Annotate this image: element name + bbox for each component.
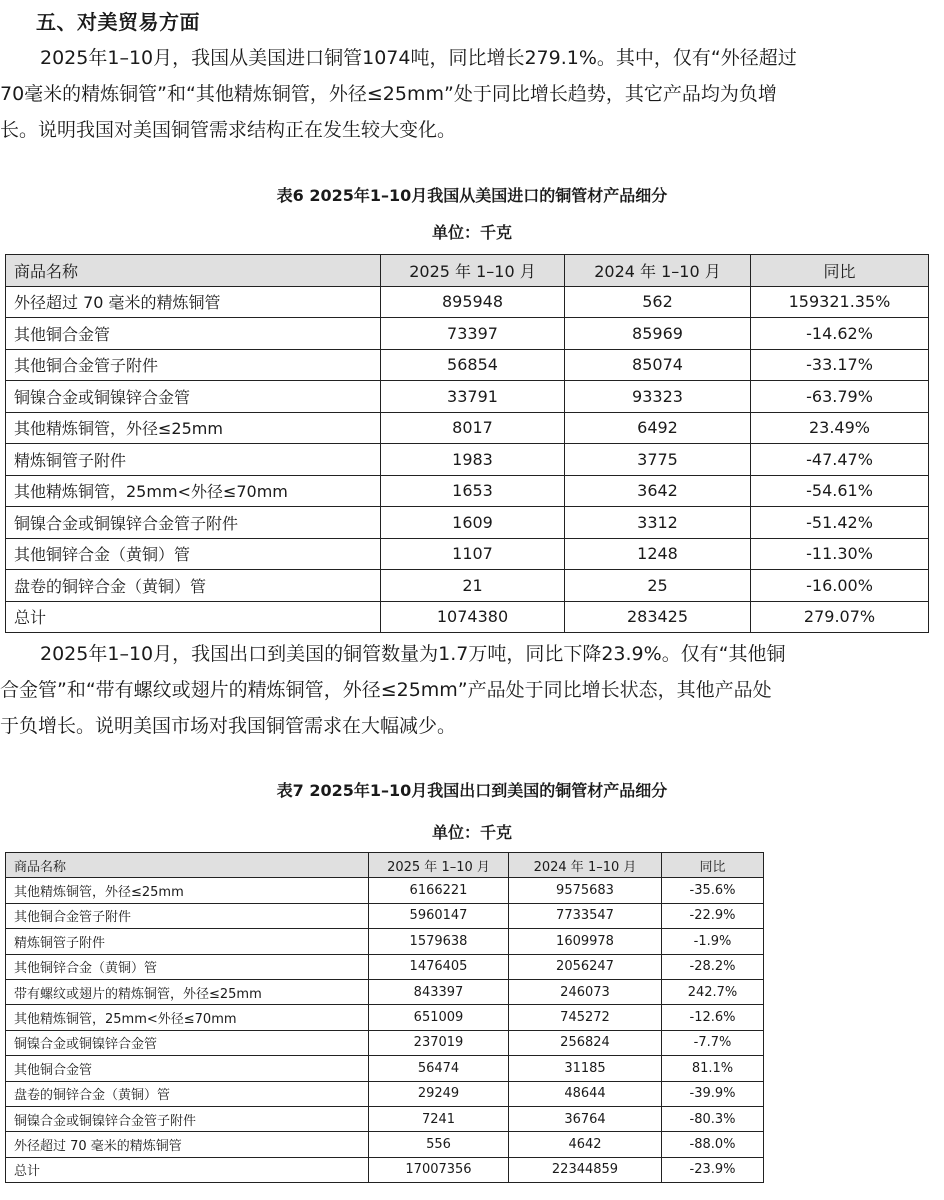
product-name-cell: 精炼铜管子附件 — [6, 929, 369, 954]
import-paragraph — [0, 40, 940, 148]
value-cell: 556 — [369, 1132, 509, 1157]
value-cell: -16.00% — [751, 570, 929, 602]
product-name-cell: 盘卷的铜锌合金（黄铜）管 — [6, 1081, 369, 1106]
value-cell: 1653 — [381, 475, 565, 507]
value-cell: 36764 — [509, 1106, 662, 1131]
product-name-cell: 其他精炼铜管，25mm<外径≤70mm — [6, 1005, 369, 1030]
table-row — [6, 444, 929, 476]
table-row — [6, 1157, 764, 1182]
table-row — [6, 318, 929, 350]
value-cell: 56854 — [381, 349, 565, 381]
product-name-cell: 盘卷的铜锌合金（黄铜）管 — [6, 570, 381, 602]
table-row — [6, 1030, 764, 1055]
product-name-cell: 铜镍合金或铜镍锌合金管 — [6, 381, 381, 413]
table7-export-breakdown — [5, 852, 764, 1183]
paragraph-line: 2025年1–10月，我国出口到美国的铜管数量为1.7万吨，同比下降23.9%。仅有“其他铜 — [40, 643, 786, 665]
value-cell: 237019 — [369, 1030, 509, 1055]
table-row — [6, 349, 929, 381]
product-name-cell: 精炼铜管子附件 — [6, 444, 381, 476]
column-header: 2025 年 1–10 月 — [369, 853, 509, 878]
value-cell: 33791 — [381, 381, 565, 413]
value-cell: 73397 — [381, 318, 565, 350]
product-name-cell: 铜镍合金或铜镍锌合金管子附件 — [6, 507, 381, 539]
paragraph-line: 70毫米的精炼铜管”和“其他精炼铜管，外径≤25mm”处于同比增长趋势，其它产品均为负增 — [0, 83, 777, 105]
value-cell: 3775 — [565, 444, 751, 476]
value-cell: -23.9% — [662, 1157, 764, 1182]
product-name-cell: 其他精炼铜管，25mm<外径≤70mm — [6, 475, 381, 507]
value-cell: 23.49% — [751, 412, 929, 444]
table6-body — [6, 255, 929, 633]
table-row — [6, 979, 764, 1004]
value-cell: 25 — [565, 570, 751, 602]
value-cell: 895948 — [381, 286, 565, 318]
column-header: 商品名称 — [6, 255, 381, 287]
value-cell: 256824 — [509, 1030, 662, 1055]
value-cell: 242.7% — [662, 979, 764, 1004]
value-cell: 843397 — [369, 979, 509, 1004]
product-name-cell: 总计 — [6, 1157, 369, 1182]
table-row — [6, 1106, 764, 1131]
value-cell: 283425 — [565, 601, 751, 633]
table-row — [6, 412, 929, 444]
product-name-cell: 外径超过 70 毫米的精炼铜管 — [6, 286, 381, 318]
table-row — [6, 929, 764, 954]
value-cell: 93323 — [565, 381, 751, 413]
value-cell: -88.0% — [662, 1132, 764, 1157]
value-cell: 6492 — [565, 412, 751, 444]
value-cell: 81.1% — [662, 1056, 764, 1081]
table7-unit: 单位：千克 — [431, 823, 512, 842]
value-cell: 1107 — [381, 538, 565, 570]
column-header: 2024 年 1–10 月 — [509, 853, 662, 878]
table-row — [6, 286, 929, 318]
column-header: 同比 — [751, 255, 929, 287]
table-row — [6, 507, 929, 539]
value-cell: 29249 — [369, 1081, 509, 1106]
value-cell: 562 — [565, 286, 751, 318]
table-row — [6, 903, 764, 928]
value-cell: 21 — [381, 570, 565, 602]
product-name-cell: 其他精炼铜管，外径≤25mm — [6, 878, 369, 903]
table-row — [6, 475, 929, 507]
value-cell: -28.2% — [662, 954, 764, 979]
table6-unit: 单位：千克 — [431, 223, 512, 242]
value-cell: 3642 — [565, 475, 751, 507]
column-header: 商品名称 — [6, 853, 369, 878]
value-cell: 7241 — [369, 1106, 509, 1131]
value-cell: 1579638 — [369, 929, 509, 954]
value-cell: -47.47% — [751, 444, 929, 476]
value-cell: 1074380 — [381, 601, 565, 633]
table-row — [6, 878, 764, 903]
export-paragraph — [0, 636, 940, 744]
value-cell: 85074 — [565, 349, 751, 381]
column-header: 2024 年 1–10 月 — [565, 255, 751, 287]
value-cell: 5960147 — [369, 903, 509, 928]
paragraph-line: 合金管”和“带有螺纹或翅片的精炼铜管，外径≤25mm”产品处于同比增长状态，其他产品处 — [0, 679, 772, 701]
value-cell: 56474 — [369, 1056, 509, 1081]
table-row — [6, 1056, 764, 1081]
value-cell: 6166221 — [369, 878, 509, 903]
paragraph-line: 2025年1–10月，我国从美国进口铜管1074吨，同比增长279.1%。其中，仅有“外径超过 — [40, 47, 797, 69]
product-name-cell: 带有螺纹或翅片的精炼铜管，外径≤25mm — [6, 979, 369, 1004]
value-cell: 745272 — [509, 1005, 662, 1030]
table-row — [6, 381, 929, 413]
section-heading: 五、对美贸易方面 — [36, 10, 200, 34]
value-cell: 48644 — [509, 1081, 662, 1106]
value-cell: 651009 — [369, 1005, 509, 1030]
value-cell: 246073 — [509, 979, 662, 1004]
value-cell: -11.30% — [751, 538, 929, 570]
product-name-cell: 外径超过 70 毫米的精炼铜管 — [6, 1132, 369, 1157]
table6-import-breakdown — [5, 254, 929, 633]
value-cell: 7733547 — [509, 903, 662, 928]
value-cell: -12.6% — [662, 1005, 764, 1030]
table-row — [6, 601, 929, 633]
value-cell: 1248 — [565, 538, 751, 570]
table-row — [6, 538, 929, 570]
value-cell: 8017 — [381, 412, 565, 444]
value-cell: -39.9% — [662, 1081, 764, 1106]
table-row — [6, 954, 764, 979]
paragraph-line: 长。说明我国对美国铜管需求结构正在发生较大变化。 — [0, 119, 457, 141]
value-cell: 159321.35% — [751, 286, 929, 318]
value-cell: -7.7% — [662, 1030, 764, 1055]
table-row — [6, 1132, 764, 1157]
value-cell: -51.42% — [751, 507, 929, 539]
table6-caption: 表6 2025年1–10月我国从美国进口的铜管材产品细分 — [276, 186, 668, 205]
value-cell: 1609978 — [509, 929, 662, 954]
table-header-row — [6, 853, 764, 878]
product-name-cell: 其他铜合金管 — [6, 1056, 369, 1081]
column-header: 2025 年 1–10 月 — [381, 255, 565, 287]
table-row — [6, 570, 929, 602]
product-name-cell: 总计 — [6, 601, 381, 633]
value-cell: 9575683 — [509, 878, 662, 903]
table-row — [6, 1081, 764, 1106]
value-cell: 2056247 — [509, 954, 662, 979]
value-cell: -1.9% — [662, 929, 764, 954]
table-row — [6, 1005, 764, 1030]
value-cell: -22.9% — [662, 903, 764, 928]
value-cell: 85969 — [565, 318, 751, 350]
value-cell: 1609 — [381, 507, 565, 539]
value-cell: -33.17% — [751, 349, 929, 381]
product-name-cell: 铜镍合金或铜镍锌合金管 — [6, 1030, 369, 1055]
product-name-cell: 铜镍合金或铜镍锌合金管子附件 — [6, 1106, 369, 1131]
value-cell: 3312 — [565, 507, 751, 539]
value-cell: -63.79% — [751, 381, 929, 413]
value-cell: -80.3% — [662, 1106, 764, 1131]
product-name-cell: 其他铜合金管子附件 — [6, 903, 369, 928]
product-name-cell: 其他精炼铜管，外径≤25mm — [6, 412, 381, 444]
product-name-cell: 其他铜合金管子附件 — [6, 349, 381, 381]
product-name-cell: 其他铜合金管 — [6, 318, 381, 350]
value-cell: 1476405 — [369, 954, 509, 979]
table7-caption: 表7 2025年1–10月我国出口到美国的铜管材产品细分 — [276, 781, 668, 800]
value-cell: 4642 — [509, 1132, 662, 1157]
table-header-row — [6, 255, 929, 287]
product-name-cell: 其他铜锌合金（黄铜）管 — [6, 954, 369, 979]
value-cell: -14.62% — [751, 318, 929, 350]
value-cell: 31185 — [509, 1056, 662, 1081]
column-header: 同比 — [662, 853, 764, 878]
value-cell: 22344859 — [509, 1157, 662, 1182]
value-cell: -35.6% — [662, 878, 764, 903]
table7-body — [6, 853, 764, 1183]
paragraph-line: 于负增长。说明美国市场对我国铜管需求在大幅减少。 — [0, 715, 457, 737]
value-cell: 279.07% — [751, 601, 929, 633]
value-cell: -54.61% — [751, 475, 929, 507]
value-cell: 17007356 — [369, 1157, 509, 1182]
product-name-cell: 其他铜锌合金（黄铜）管 — [6, 538, 381, 570]
value-cell: 1983 — [381, 444, 565, 476]
